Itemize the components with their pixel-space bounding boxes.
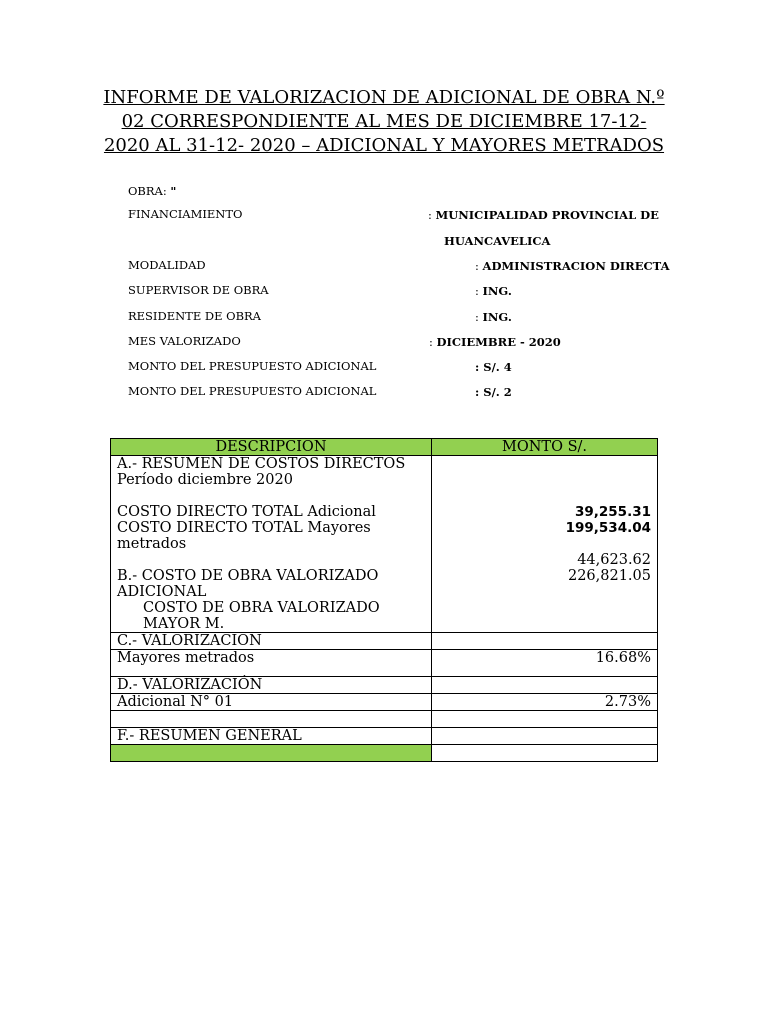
section-a-period: Período diciembre 2020 [117,472,293,488]
modalidad-label: MODALIDAD [128,258,206,272]
section-c-title-row [111,633,658,650]
b-mayor-value: 226,821.05 [567,568,651,584]
section-f-title: F.- RESUMEN GENERAL [111,728,432,745]
section-c-value: 16.68% [432,650,658,677]
section-c-label: Mayores metrados [111,650,432,677]
cd-mayores-value: 199,534.04 [565,520,651,536]
monto-adicional-value-2: : S/. 2 [475,385,512,399]
financiamiento-value-2: HUANCAVELICA [444,234,551,248]
mes-value: : DICIEMBRE - 2020 [429,335,561,349]
b-adicional-label: B.- COSTO DE OBRA VALORIZADO ADICIONAL [117,568,379,600]
monto-adicional-value-1: : S/. 4 [475,360,512,374]
section-f-row [111,728,658,745]
residente-value: : ING. [475,310,512,324]
mes-label: MES VALORIZADO [128,334,241,348]
section-a-title: A.- RESUMEN DE COSTOS DIRECTOS [117,456,406,472]
supervisor-label: SUPERVISOR DE OBRA [128,283,269,297]
section-d-value: 2.73% [432,694,658,711]
header-descripcion: DESCRIPCION [111,439,432,456]
b-adicional-value: 44,623.62 [577,552,651,568]
monto-adicional-label-1: MONTO DEL PRESUPUESTO ADICIONAL [128,359,377,373]
section-d-title-row [111,677,658,694]
summary-table [110,438,658,762]
total-row [111,745,658,762]
cd-adicional-value: 39,255.31 [574,504,651,520]
residente-label: RESIDENTE DE OBRA [128,309,261,323]
section-c-row [111,650,658,677]
section-d-title: D.- VALORIZACIÓN [111,677,432,694]
header-monto: MONTO S/. [432,439,658,456]
supervisor-value: : ING. [475,284,512,298]
cd-mayores-label: COSTO DIRECTO TOTAL Mayores metrados [117,520,371,552]
empty-row [111,711,658,728]
obra-value: " [170,184,177,198]
modalidad-value: : ADMINISTRACION DIRECTA [475,259,670,273]
financiamiento-value: : MUNICIPALIDAD PROVINCIAL DE [428,208,659,222]
b-mayor-label: COSTO DE OBRA VALORIZADO MAYOR M. [143,600,380,632]
financiamiento-label: FINANCIAMIENTO [128,207,243,221]
section-c-title: C.- VALORIZACION [111,633,432,650]
document-title: INFORME DE VALORIZACION DE ADICIONAL DE OBRA N.º 02 CORRESPONDIENTE AL MES DE DICIEMBRE 17-12-2020 AL 31-12- 2020 – ADICIONAL Y MAYORES METRADOS [103,87,665,156]
section-d-row [111,694,658,711]
table-header-row [111,439,658,456]
obra-row [128,184,176,198]
section-a-row [111,456,658,633]
monto-adicional-label-2: MONTO DEL PRESUPUESTO ADICIONAL [128,384,377,398]
cd-adicional-label: COSTO DIRECTO TOTAL Adicional [117,504,376,520]
section-d-label: Adicional N° 01 [111,694,432,711]
obra-label: OBRA: [128,184,167,198]
